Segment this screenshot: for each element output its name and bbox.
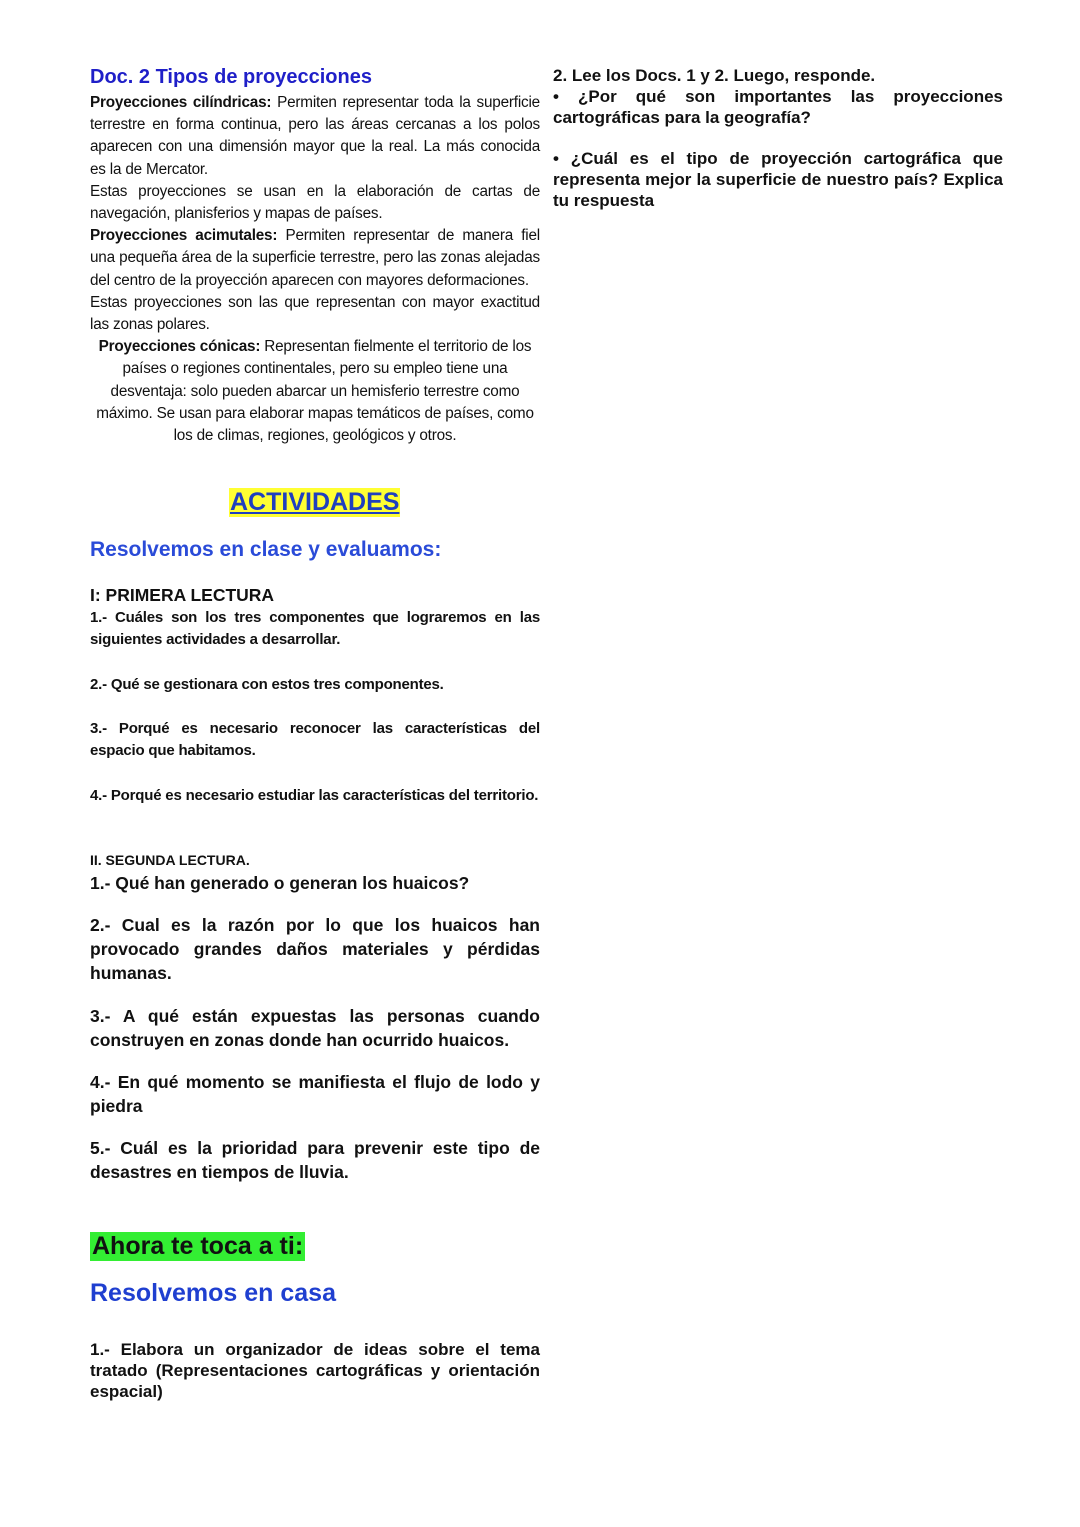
doc2-body (90, 92, 540, 447)
first-q2: 2.- Qué se gestionara con estos tres componentes. (90, 676, 444, 693)
cylindrical-paragraph (90, 92, 540, 181)
doc2-title: Doc. 2 Tipos de proyecciones (90, 66, 372, 88)
first-q4: 4.- Porqué es necesario estudiar las características del territorio. (90, 787, 539, 804)
home-task: 1.- Elabora un organizador de ideas sobre el tema tratado (Representaciones cartográficas y orientación espacial) (90, 1340, 540, 1401)
azimuthal-paragraph (90, 225, 540, 292)
your-turn-banner: Ahora te toca a ti: (92, 1232, 304, 1260)
cylindrical-paragraph-2: Estas proyecciones se usan en la elaboración de cartas de navegación, planisferios y mapas de países. (90, 182, 540, 223)
second-q1: 1.- Qué han generado o generan los huaicos? (90, 873, 470, 893)
azimuthal-paragraph-2: Estas proyecciones son las que representan con mayor exactitud las zonas polares. (90, 293, 540, 334)
activities-title: ACTIVIDADES (230, 488, 400, 516)
first-q3: 3.- Porqué es necesario reconocer las características del espacio que habitamos. (90, 720, 540, 759)
text: Permiten representar de manera fiel una pequeña área de la superficie terrestre, pero las zonas alejadas del centro de la proyección aparecen con mayores deformaciones. (90, 227, 540, 289)
label: Proyecciones cónicas: (98, 338, 261, 356)
second-reading-title: II. SEGUNDA LECTURA. (90, 852, 250, 868)
text: Permiten representar toda la superficie terrestre en forma continua, pero las áreas cercanas a los polos aparecen con una dimensión mayor que la real. La más conocida es la de Mercator. (90, 94, 540, 178)
right-intro: 2. Lee los Docs. 1 y 2. Luego, responde. (553, 66, 876, 85)
second-q2: 2.- Cual es la razón por lo que los huaicos han provocado grandes daños materiales y pérdidas humanas. (90, 915, 540, 983)
first-q1: 1.- Cuáles son los tres componentes que lograremos en las siguientes actividades a desarrollar. (90, 609, 540, 648)
label: Proyecciones cilíndricas: (90, 94, 272, 111)
second-q3: 3.- A qué están expuestas las personas cuando construyen en zonas donde han ocurrido huaicos. (90, 1006, 540, 1050)
right-q2: • ¿Cuál es el tipo de proyección cartográfica que representa mejor la superficie de nuestro país? Explica tu respuesta (553, 149, 1003, 210)
first-reading-title: I: PRIMERA LECTURA (90, 585, 275, 605)
second-q5: 5.- Cuál es la prioridad para prevenir este tipo de desastres en tiempos de lluvia. (90, 1138, 540, 1182)
home-heading: Resolvemos en casa (90, 1279, 336, 1307)
conic-paragraph (90, 336, 540, 447)
text: Representan fielmente el territorio de los países o regiones continentales, pero su empleo tiene una desventaja: solo pueden abarcar un hemisferio terrestre como máximo. Se usan para elaborar mapas temáticos de países, como los de climas, regiones, geológicos y otros. (96, 338, 534, 445)
right-q1: • ¿Por qué son importantes las proyecciones cartográficas para la geografía? (553, 87, 1003, 127)
label: Proyecciones acimutales: (90, 227, 278, 245)
class-heading: Resolvemos en clase y evaluamos: (90, 538, 442, 561)
second-q4: 4.- En qué momento se manifiesta el flujo de lodo y piedra (90, 1072, 540, 1116)
